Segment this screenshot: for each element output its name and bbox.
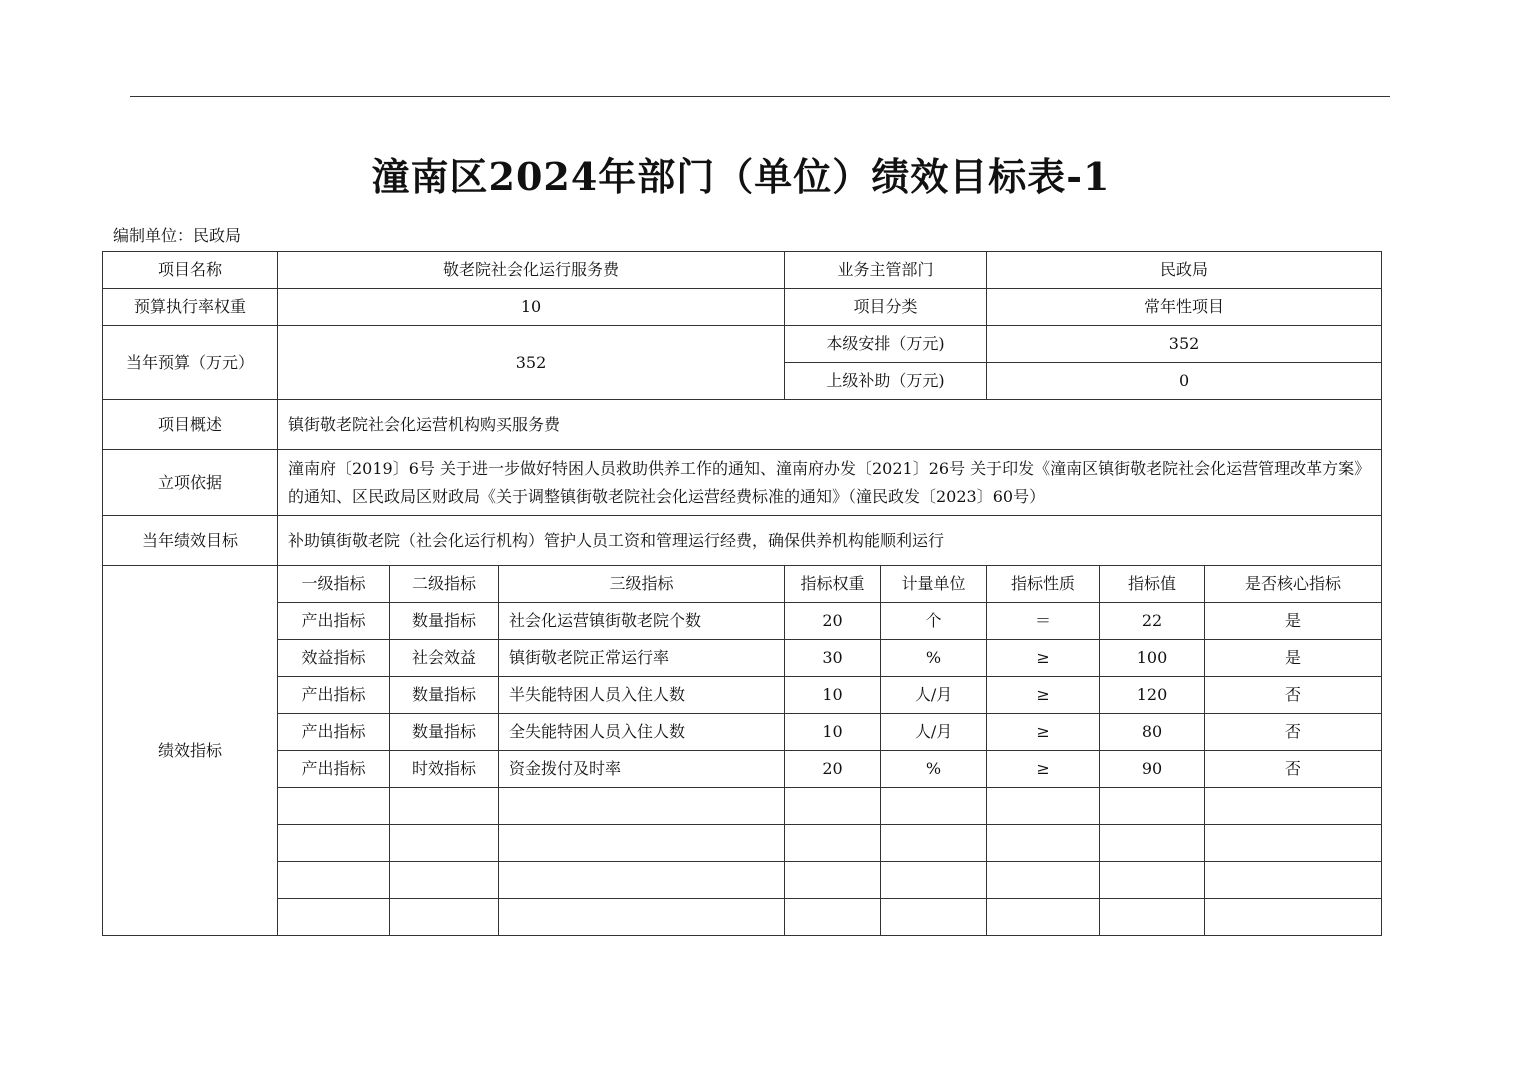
weight-label: 预算执行率权重 [103, 289, 278, 326]
header-core: 是否核心指标 [1205, 566, 1382, 603]
project-name-label: 项目名称 [103, 252, 278, 289]
table-row [103, 677, 1382, 714]
overview-label: 项目概述 [103, 400, 278, 450]
unit-cell: 人/月 [881, 677, 987, 714]
target-cell: 90 [1100, 751, 1205, 788]
local-label: 本级安排（万元) [785, 326, 987, 363]
empty-row [103, 862, 1382, 899]
table-row [103, 714, 1382, 751]
level3-cell: 镇街敬老院正常运行率 [499, 640, 785, 677]
nature-cell: ＝ [987, 603, 1100, 640]
compiling-unit: 编制单位：民政局 [113, 226, 242, 245]
page-title: 潼南区2024年部门（单位）绩效目标表-1 [371, 154, 1111, 199]
target-cell: 80 [1100, 714, 1205, 751]
core-cell: 否 [1205, 751, 1382, 788]
level3-cell: 全失能特困人员入住人数 [499, 714, 785, 751]
basis-label: 立项依据 [103, 450, 278, 516]
goal-label: 当年绩效目标 [103, 516, 278, 566]
level3-cell: 社会化运营镇街敬老院个数 [499, 603, 785, 640]
level1-cell: 产出指标 [278, 603, 390, 640]
level2-cell: 时效指标 [390, 751, 499, 788]
weight-cell: 10 [785, 677, 881, 714]
weight-cell: 10 [785, 714, 881, 751]
empty-row [103, 788, 1382, 825]
dept-value: 民政局 [987, 252, 1382, 289]
unit-cell: % [881, 640, 987, 677]
unit-cell: 个 [881, 603, 987, 640]
level1-cell: 产出指标 [278, 751, 390, 788]
basis-value: 潼南府〔2019〕6号 关于进一步做好特困人员救助供养工作的通知、潼南府办发〔2021〕26号 关于印发《潼南区镇街敬老院社会化运营管理改革方案》的通知、区民政局区财政局《关于调整镇街敬老院社会化运营经费标准的通知》（潼民政发〔2023〕60号） [278, 450, 1382, 516]
budget-value: 352 [278, 326, 785, 400]
level1-cell: 产出指标 [278, 677, 390, 714]
superior-label: 上级补助（万元) [785, 363, 987, 400]
header-nature: 指标性质 [987, 566, 1100, 603]
dept-label: 业务主管部门 [785, 252, 987, 289]
table-row [103, 640, 1382, 677]
core-cell: 是 [1205, 603, 1382, 640]
overview-value: 镇街敬老院社会化运营机构购买服务费 [278, 400, 1382, 450]
level2-cell: 数量指标 [390, 603, 499, 640]
core-cell: 否 [1205, 714, 1382, 751]
performance-table [102, 251, 1382, 936]
header-target: 指标值 [1100, 566, 1205, 603]
nature-cell: ≥ [987, 751, 1100, 788]
target-cell: 22 [1100, 603, 1205, 640]
target-cell: 100 [1100, 640, 1205, 677]
core-cell: 否 [1205, 677, 1382, 714]
level2-cell: 数量指标 [390, 714, 499, 751]
header-level3: 三级指标 [499, 566, 785, 603]
superior-value: 0 [987, 363, 1382, 400]
empty-row [103, 825, 1382, 862]
category-label: 项目分类 [785, 289, 987, 326]
indicators-label: 绩效指标 [103, 566, 278, 936]
goal-value: 补助镇街敬老院（社会化运行机构）管护人员工资和管理运行经费，确保供养机构能顺利运行 [278, 516, 1382, 566]
level3-cell: 资金拨付及时率 [499, 751, 785, 788]
category-value: 常年性项目 [987, 289, 1382, 326]
level1-cell: 产出指标 [278, 714, 390, 751]
core-cell: 是 [1205, 640, 1382, 677]
local-value: 352 [987, 326, 1382, 363]
target-cell: 120 [1100, 677, 1205, 714]
level1-cell: 效益指标 [278, 640, 390, 677]
weight-cell: 30 [785, 640, 881, 677]
level2-cell: 社会效益 [390, 640, 499, 677]
header-unit: 计量单位 [881, 566, 987, 603]
table-row [103, 751, 1382, 788]
unit-cell: 人/月 [881, 714, 987, 751]
header-level2: 二级指标 [390, 566, 499, 603]
weight-cell: 20 [785, 603, 881, 640]
nature-cell: ≥ [987, 677, 1100, 714]
nature-cell: ≥ [987, 714, 1100, 751]
nature-cell: ≥ [987, 640, 1100, 677]
budget-label: 当年预算（万元） [103, 326, 278, 400]
empty-row [103, 899, 1382, 936]
weight-cell: 20 [785, 751, 881, 788]
weight-value: 10 [278, 289, 785, 326]
project-name-value: 敬老院社会化运行服务费 [278, 252, 785, 289]
level3-cell: 半失能特困人员入住人数 [499, 677, 785, 714]
top-rule [130, 96, 1390, 97]
level2-cell: 数量指标 [390, 677, 499, 714]
unit-cell: % [881, 751, 987, 788]
table-row [103, 603, 1382, 640]
header-weight: 指标权重 [785, 566, 881, 603]
header-level1: 一级指标 [278, 566, 390, 603]
